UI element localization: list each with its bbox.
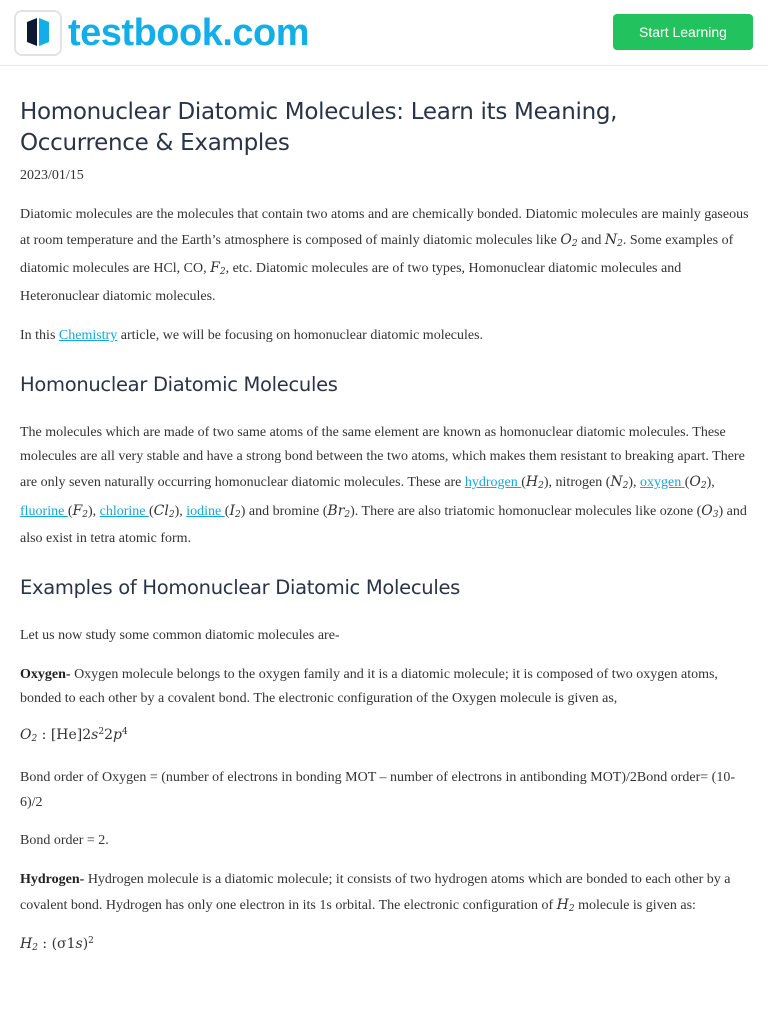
site-header [0, 0, 768, 66]
oxygen-config: $O_2$ : $[He]2s^22p^4$ [20, 727, 128, 745]
focus-paragraph: In this Chemistry article, we will be focusing on homonuclear diatomic molecules. [20, 327, 484, 343]
formula-f2: $F_2$ [210, 260, 226, 278]
formula-h2: $H_2$ [525, 473, 544, 491]
hydrogen-link[interactable]: hydrogen [464, 474, 522, 490]
bookmark-icon [23, 16, 53, 50]
site-logo[interactable] [14, 10, 309, 56]
intro-text: and [577, 232, 605, 248]
iodine-link[interactable]: iodine [186, 503, 225, 519]
intro-text: . Some examples of diatomic molecules are HCl, CO, [20, 232, 734, 277]
formula-h2: $H_2$ [556, 896, 575, 914]
oxygen-term: Oxygen- [20, 666, 71, 682]
examples-lead: Let us now study some common diatomic molecules are- [20, 628, 340, 644]
logo-mark [14, 10, 62, 56]
intro-paragraph [20, 203, 750, 310]
article-title: Homonuclear Diatomic Molecules: Learn its Meaning, Occurrence & Examples [20, 99, 618, 156]
homonuclear-paragraph: The molecules which are made of two same atoms of the same element are known as homonuclear diatomic molecules. These molecules are all very stable and have a strong bond between the two atoms, which makes them resistant to breaking apart. There are only seven naturally occurring homonuclear diatomic molecules. These are hydrogen $(H_2)$, nitrogen $(N_2)$, oxygen $(O_2)$, fluorine $(F_2)$, chlorine $(Cl_2)$, iodine $(I_2)$ and bromine $(Br_2)$. There are also triatomic homonuclear molecules like ozone $(O_3)$ and also exist in tetra atomic form. [20, 424, 747, 547]
formula-f2: $F_2$ [72, 502, 88, 520]
formula-n2: $N_2$ [610, 473, 629, 491]
formula-o2: $O_2$ [689, 473, 707, 491]
bond-order-formula: Bond order of Oxygen = (number of electrons in bonding MOT – number of electrons in antibonding MOT)/2Bond order= (10-6)/2 [20, 769, 736, 810]
article [20, 97, 750, 961]
logo-wordmark: testbook.com [68, 12, 310, 54]
hydrogen-paragraph: Hydrogen- Hydrogen molecule is a diatomic molecule; it consists of two hydrogen atoms which are bonded to each other by a covalent bond. Hydrogen has only one electron in its 1s orbital. The electronic configuration of $H_2$ molecule is given as: [20, 871, 731, 914]
fluorine-link[interactable]: fluorine [20, 503, 68, 519]
chlorine-link[interactable]: chlorine [99, 503, 149, 519]
section-heading: Examples of Homonuclear Diatomic Molecules [20, 576, 461, 600]
formula-i2: $I_2$ [229, 502, 241, 520]
chemistry-link[interactable]: Chemistry [58, 327, 118, 343]
intro-text: Diatomic molecules are the molecules that contain two atoms and are chemically bonded. Diatomic molecules are mainly gaseous at room temperature and the Earth’s atmosphere is composed of mainly diatomic molecules like [20, 207, 749, 248]
bond-order-result: Bond order = 2. [20, 833, 109, 849]
formula-o3: $O_3$ [701, 502, 719, 520]
formula-n2: $N_2$ [604, 231, 623, 249]
formula-cl2: $Cl_2$ [153, 502, 175, 520]
start-learning-button[interactable]: Start Learning [613, 14, 753, 50]
intro-text: , etc. Diatomic molecules are of two types, Homonuclear diatomic molecules and Heteronuclear diatomic molecules. [20, 261, 682, 305]
formula-br2: $Br_2$ [327, 502, 351, 520]
hydrogen-term: Hydrogen- [20, 871, 85, 887]
oxygen-link[interactable]: oxygen [640, 474, 685, 490]
hydrogen-config: $H_2$ : $(\sigma 1s)^2$ [20, 936, 94, 954]
oxygen-paragraph: Oxygen- Oxygen molecule belongs to the oxygen family and it is a diatomic molecule; it is composed of two oxygen atoms, bonded to each other by a covalent bond. The electronic configuration of the Oxygen molecule is given as, [20, 666, 718, 707]
formula-o2: $O_2$ [560, 231, 578, 249]
publish-date: 2023/01/15 [20, 168, 84, 183]
section-heading: Homonuclear Diatomic Molecules [20, 372, 338, 396]
